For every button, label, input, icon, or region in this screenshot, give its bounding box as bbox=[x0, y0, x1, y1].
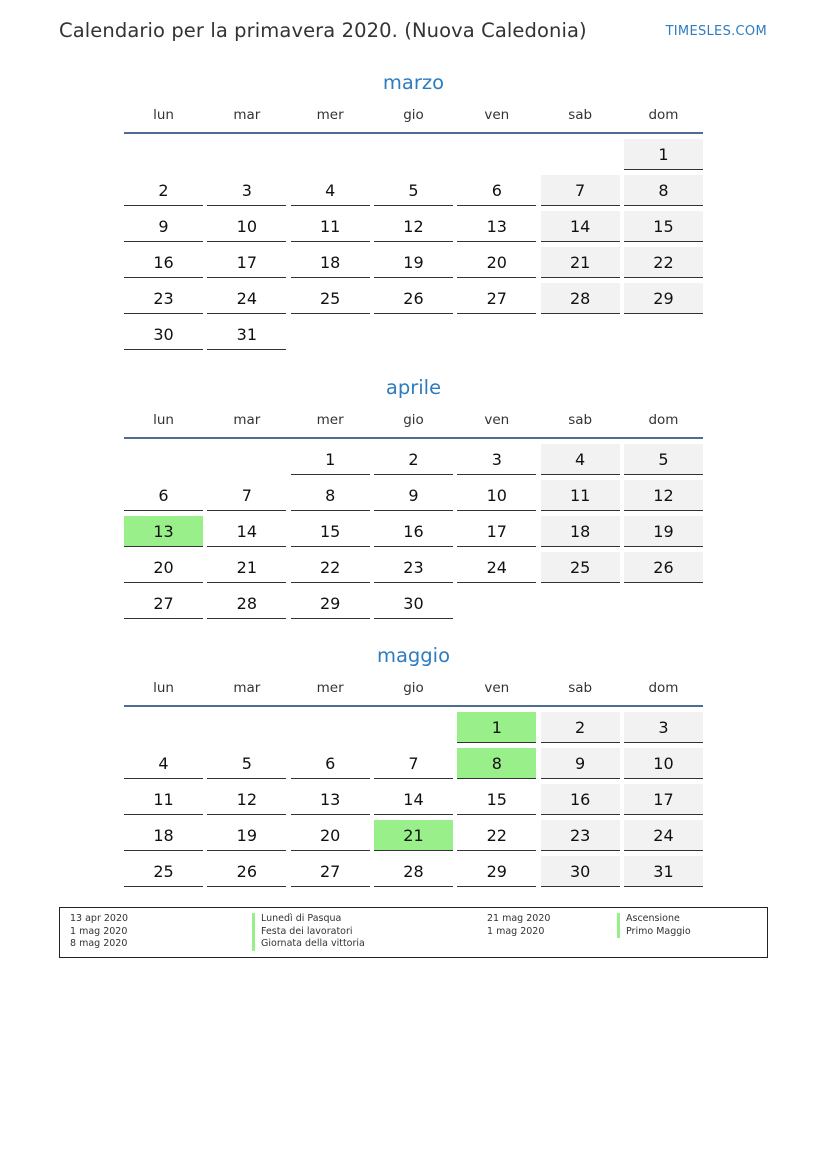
day-cell: 16 bbox=[374, 516, 453, 547]
empty-day-cell bbox=[541, 588, 620, 619]
day-cell: 3 bbox=[624, 712, 703, 743]
day-cell: 14 bbox=[207, 516, 286, 547]
day-cell: 19 bbox=[374, 247, 453, 278]
day-cell: 2 bbox=[541, 712, 620, 743]
day-cell: 31 bbox=[624, 856, 703, 887]
day-cell: 26 bbox=[374, 283, 453, 314]
day-cell: 20 bbox=[457, 247, 536, 278]
legend-date: 1 mag 2020 bbox=[487, 925, 545, 937]
day-cell: 24 bbox=[624, 820, 703, 851]
holiday-day-cell: 1 bbox=[457, 712, 536, 743]
day-cell: 9 bbox=[374, 480, 453, 511]
day-cell: 30 bbox=[541, 856, 620, 887]
day-cell: 27 bbox=[457, 283, 536, 314]
day-cell: 12 bbox=[207, 784, 286, 815]
day-cell: 11 bbox=[541, 480, 620, 511]
empty-day-cell bbox=[624, 588, 703, 619]
day-cell: 8 bbox=[624, 175, 703, 206]
weekday-label: sab bbox=[568, 107, 593, 123]
day-cell: 11 bbox=[124, 784, 203, 815]
day-cell: 26 bbox=[207, 856, 286, 887]
empty-day-cell bbox=[124, 444, 203, 475]
weekday-label: ven bbox=[484, 107, 510, 123]
legend-names-left bbox=[252, 913, 365, 951]
weekday-header bbox=[124, 678, 703, 698]
day-cell: 1 bbox=[624, 139, 703, 170]
weekday-label: gio bbox=[403, 680, 424, 696]
weekday-label: mer bbox=[316, 412, 344, 428]
day-cell: 20 bbox=[291, 820, 370, 851]
day-cell: 29 bbox=[457, 856, 536, 887]
day-cell: 4 bbox=[541, 444, 620, 475]
week-row bbox=[124, 784, 703, 820]
weekday-label: lun bbox=[153, 680, 174, 696]
legend-names-right bbox=[617, 913, 691, 938]
day-cell: 12 bbox=[624, 480, 703, 511]
header-divider bbox=[124, 132, 703, 134]
weekday-header bbox=[124, 410, 703, 430]
day-cell: 2 bbox=[374, 444, 453, 475]
day-cell: 16 bbox=[541, 784, 620, 815]
day-cell: 27 bbox=[291, 856, 370, 887]
day-cell: 12 bbox=[374, 211, 453, 242]
weekday-label: lun bbox=[153, 412, 174, 428]
empty-day-cell bbox=[541, 319, 620, 350]
month-april bbox=[124, 375, 703, 624]
day-cell: 15 bbox=[457, 784, 536, 815]
legend-holiday-name: Ascensione bbox=[617, 913, 691, 926]
month-may bbox=[124, 643, 703, 892]
weekday-label: mer bbox=[316, 107, 344, 123]
empty-day-cell bbox=[541, 139, 620, 170]
empty-day-cell bbox=[624, 319, 703, 350]
weekday-label: dom bbox=[648, 107, 679, 123]
day-cell: 21 bbox=[541, 247, 620, 278]
day-cell: 28 bbox=[541, 283, 620, 314]
weekday-label: gio bbox=[403, 412, 424, 428]
day-cell: 10 bbox=[624, 748, 703, 779]
day-cell: 29 bbox=[624, 283, 703, 314]
weekday-label: ven bbox=[484, 680, 510, 696]
week-row bbox=[124, 552, 703, 588]
empty-day-cell bbox=[291, 712, 370, 743]
weekday-label: ven bbox=[484, 412, 510, 428]
day-cell: 9 bbox=[541, 748, 620, 779]
empty-day-cell bbox=[374, 319, 453, 350]
day-cell: 23 bbox=[124, 283, 203, 314]
weekday-label: dom bbox=[648, 680, 679, 696]
day-cell: 15 bbox=[624, 211, 703, 242]
legend-dates-left bbox=[70, 913, 128, 951]
weeks-grid bbox=[124, 712, 703, 892]
day-cell: 19 bbox=[207, 820, 286, 851]
weekday-label: mar bbox=[233, 680, 261, 696]
holiday-legend bbox=[59, 907, 768, 958]
weekday-label: lun bbox=[153, 107, 174, 123]
day-cell: 17 bbox=[207, 247, 286, 278]
week-row bbox=[124, 175, 703, 211]
day-cell: 17 bbox=[457, 516, 536, 547]
day-cell: 20 bbox=[124, 552, 203, 583]
holiday-day-cell: 8 bbox=[457, 748, 536, 779]
day-cell: 8 bbox=[291, 480, 370, 511]
legend-holiday-name: Lunedì di Pasqua bbox=[252, 913, 365, 926]
day-cell: 28 bbox=[207, 588, 286, 619]
day-cell: 21 bbox=[207, 552, 286, 583]
day-cell: 2 bbox=[124, 175, 203, 206]
holiday-day-cell: 21 bbox=[374, 820, 453, 851]
day-cell: 6 bbox=[124, 480, 203, 511]
day-cell: 13 bbox=[457, 211, 536, 242]
day-cell: 24 bbox=[457, 552, 536, 583]
day-cell: 15 bbox=[291, 516, 370, 547]
header-divider bbox=[124, 437, 703, 439]
day-cell: 18 bbox=[291, 247, 370, 278]
weeks-grid bbox=[124, 139, 703, 355]
day-cell: 23 bbox=[374, 552, 453, 583]
page-title: Calendario per la primavera 2020. (Nuova Caledonia) bbox=[59, 19, 587, 42]
weekday-label: mar bbox=[233, 412, 261, 428]
brand-link[interactable]: TIMESLES.COM bbox=[665, 24, 767, 39]
empty-day-cell bbox=[124, 712, 203, 743]
header-divider bbox=[124, 705, 703, 707]
month-title: marzo bbox=[382, 71, 445, 94]
empty-day-cell bbox=[374, 139, 453, 170]
legend-holiday-name: Primo Maggio bbox=[617, 926, 691, 939]
day-cell: 4 bbox=[291, 175, 370, 206]
weekday-label: mer bbox=[316, 680, 344, 696]
day-cell: 14 bbox=[374, 784, 453, 815]
weeks-grid bbox=[124, 444, 703, 624]
day-cell: 7 bbox=[207, 480, 286, 511]
day-cell: 18 bbox=[541, 516, 620, 547]
empty-day-cell bbox=[207, 444, 286, 475]
week-row bbox=[124, 211, 703, 247]
day-cell: 5 bbox=[207, 748, 286, 779]
day-cell: 11 bbox=[291, 211, 370, 242]
day-cell: 5 bbox=[374, 175, 453, 206]
legend-date: 13 apr 2020 bbox=[70, 913, 129, 924]
day-cell: 17 bbox=[624, 784, 703, 815]
day-cell: 4 bbox=[124, 748, 203, 779]
day-cell: 31 bbox=[207, 319, 286, 350]
day-cell: 14 bbox=[541, 211, 620, 242]
week-row bbox=[124, 748, 703, 784]
day-cell: 16 bbox=[124, 247, 203, 278]
empty-day-cell bbox=[374, 712, 453, 743]
day-cell: 22 bbox=[624, 247, 703, 278]
day-cell: 7 bbox=[374, 748, 453, 779]
week-row bbox=[124, 820, 703, 856]
day-cell: 25 bbox=[124, 856, 203, 887]
day-cell: 23 bbox=[541, 820, 620, 851]
legend-date: 1 mag 2020 bbox=[70, 925, 128, 937]
week-row bbox=[124, 283, 703, 319]
day-cell: 26 bbox=[624, 552, 703, 583]
empty-day-cell bbox=[124, 139, 203, 170]
week-row bbox=[124, 444, 703, 480]
day-cell: 25 bbox=[291, 283, 370, 314]
weekday-label: sab bbox=[568, 412, 593, 428]
day-cell: 6 bbox=[291, 748, 370, 779]
weekday-label: sab bbox=[568, 680, 593, 696]
weekday-label: gio bbox=[403, 107, 424, 123]
day-cell: 28 bbox=[374, 856, 453, 887]
day-cell: 1 bbox=[291, 444, 370, 475]
week-row bbox=[124, 856, 703, 892]
week-row bbox=[124, 139, 703, 175]
legend-date: 8 mag 2020 bbox=[70, 938, 128, 950]
day-cell: 5 bbox=[624, 444, 703, 475]
week-row bbox=[124, 247, 703, 283]
weekday-header bbox=[124, 105, 703, 125]
month-title: aprile bbox=[385, 376, 442, 399]
day-cell: 3 bbox=[207, 175, 286, 206]
empty-day-cell bbox=[291, 319, 370, 350]
legend-dates-right bbox=[487, 913, 550, 938]
day-cell: 30 bbox=[374, 588, 453, 619]
day-cell: 6 bbox=[457, 175, 536, 206]
week-row bbox=[124, 712, 703, 748]
day-cell: 19 bbox=[624, 516, 703, 547]
day-cell: 9 bbox=[124, 211, 203, 242]
week-row bbox=[124, 516, 703, 552]
day-cell: 22 bbox=[291, 552, 370, 583]
day-cell: 24 bbox=[207, 283, 286, 314]
day-cell: 30 bbox=[124, 319, 203, 350]
empty-day-cell bbox=[291, 139, 370, 170]
week-row bbox=[124, 319, 703, 355]
day-cell: 10 bbox=[207, 211, 286, 242]
empty-day-cell bbox=[457, 588, 536, 619]
month-title: maggio bbox=[376, 644, 451, 667]
day-cell: 7 bbox=[541, 175, 620, 206]
legend-holiday-name: Giornata della vittoria bbox=[252, 938, 365, 951]
month-march bbox=[124, 70, 703, 355]
empty-day-cell bbox=[207, 139, 286, 170]
empty-day-cell bbox=[207, 712, 286, 743]
day-cell: 27 bbox=[124, 588, 203, 619]
day-cell: 13 bbox=[291, 784, 370, 815]
day-cell: 3 bbox=[457, 444, 536, 475]
day-cell: 22 bbox=[457, 820, 536, 851]
day-cell: 25 bbox=[541, 552, 620, 583]
weekday-label: mar bbox=[233, 107, 261, 123]
day-cell: 29 bbox=[291, 588, 370, 619]
legend-date: 21 mag 2020 bbox=[487, 913, 551, 924]
week-row bbox=[124, 588, 703, 624]
empty-day-cell bbox=[457, 319, 536, 350]
weekday-label: dom bbox=[648, 412, 679, 428]
day-cell: 10 bbox=[457, 480, 536, 511]
holiday-day-cell: 13 bbox=[124, 516, 203, 547]
week-row bbox=[124, 480, 703, 516]
legend-holiday-name: Festa dei lavoratori bbox=[252, 926, 365, 939]
empty-day-cell bbox=[457, 139, 536, 170]
day-cell: 18 bbox=[124, 820, 203, 851]
